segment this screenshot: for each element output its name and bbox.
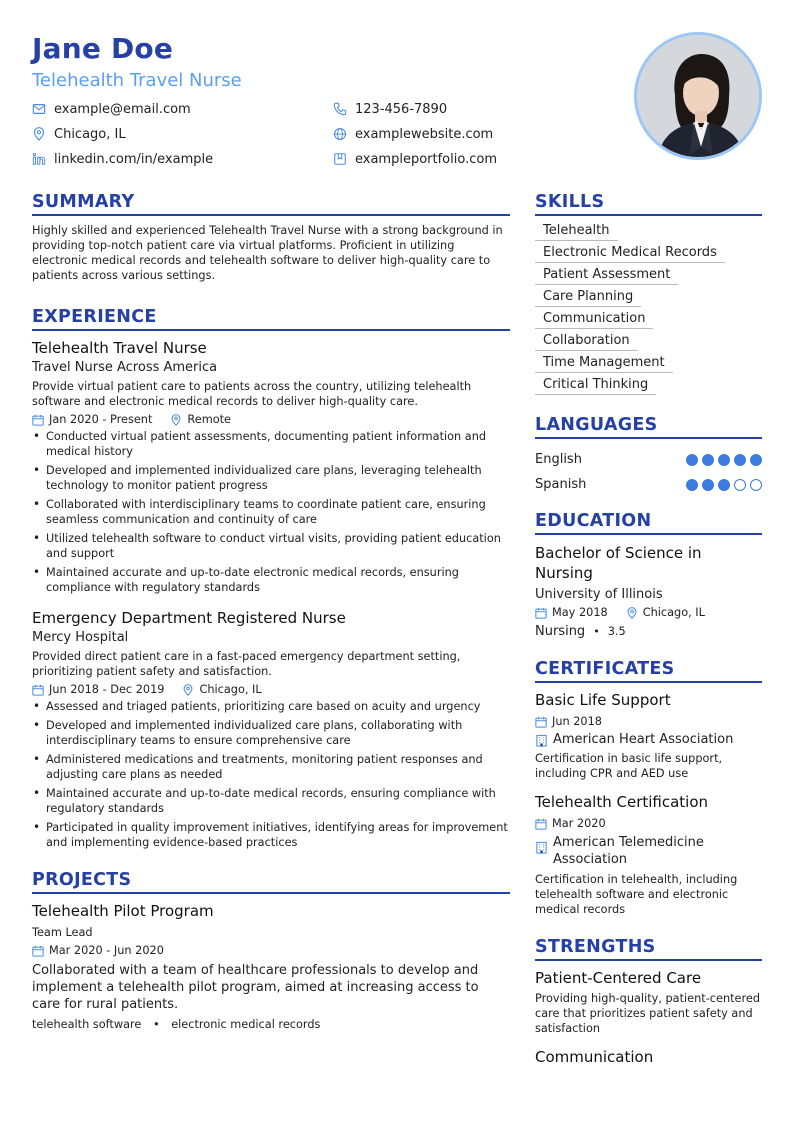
certificate-description: Certification in telehealth, including telehealth software and electronic medical records xyxy=(535,873,738,916)
contact-phone[interactable]: 123-456-7890 xyxy=(333,100,447,118)
job-bullets xyxy=(32,429,510,595)
certificate-item xyxy=(535,793,762,917)
list-item: • Maintained accurate and up-to-date medical records, ensuring compliance with regulatory standards xyxy=(32,786,510,816)
level-dot-filled xyxy=(686,454,698,466)
education-gpa: 3.5 xyxy=(607,625,626,638)
location-pin-icon xyxy=(626,607,638,619)
strength-item xyxy=(535,1048,762,1066)
certificate-issuer-row xyxy=(535,732,762,747)
job-meta xyxy=(32,413,510,426)
skills-list xyxy=(535,223,762,399)
level-dot-empty xyxy=(734,479,746,491)
project-tags: telehealth software • electronic medical records xyxy=(32,1018,321,1031)
job-company: Travel Nurse Across America xyxy=(32,360,218,375)
skill-tag: Collaboration xyxy=(535,333,638,351)
contact-email[interactable]: example@email.com xyxy=(32,100,191,118)
list-item: • Developed and implemented individualized care plans, collaborating with interdisciplinary teams to ensure comprehensive care xyxy=(32,718,510,748)
candidate-title: Telehealth Travel Nurse xyxy=(32,70,242,91)
phone-icon xyxy=(333,102,347,116)
location-pin-icon xyxy=(32,127,46,141)
calendar-icon xyxy=(32,414,44,426)
school: University of Illinois xyxy=(535,587,663,602)
skill-tag: Patient Assessment xyxy=(535,267,678,285)
job-role: Emergency Department Registered Nurse xyxy=(32,609,346,627)
job-dates: Jun 2018 - Dec 2019 xyxy=(49,683,165,696)
certificate-meta xyxy=(535,817,762,830)
language-level xyxy=(686,479,762,491)
strength-name: Patient-Centered Care xyxy=(535,969,702,987)
job-description: Provide virtual patient care to patients across the country, utilizing telehealth software and electronic medical records to deliver high-quality care. xyxy=(32,380,472,408)
language-row xyxy=(535,472,762,497)
project-description: Collaborated with a team of healthcare professionals to develop and implement a telehealth pilot program, aimed at increasing access to care for rural patients. xyxy=(32,963,479,1012)
level-dot-filled xyxy=(702,454,714,466)
contact-location: Chicago, IL xyxy=(32,125,126,143)
project-tag: electronic medical records xyxy=(171,1018,321,1031)
calendar-icon xyxy=(32,684,44,696)
languages-heading: LANGUAGES xyxy=(535,415,762,439)
job-description: Provided direct patient care in a fast-paced emergency department setting, prioritizing patient safety and satisfaction. xyxy=(32,650,461,678)
skill-tag: Telehealth xyxy=(535,223,618,241)
job-bullets xyxy=(32,699,510,850)
certificate-issuer-row xyxy=(535,834,762,868)
project-meta xyxy=(32,944,510,957)
list-item: • Utilized telehealth software to conduct virtual visits, providing patient education and support xyxy=(32,531,510,561)
certificate-issuer: American Heart Association xyxy=(553,732,734,747)
certificate-name: Basic Life Support xyxy=(535,691,671,709)
certificate-meta xyxy=(535,715,762,728)
skills-heading: SKILLS xyxy=(535,192,762,216)
summary-text: Highly skilled and experienced Telehealth Travel Nurse with a strong background in providing top-notch patient care via virtual platforms. Proficient in utilizing electronic medical records and telehealth software to deliver high-quality care to patients across various settings. xyxy=(32,224,503,282)
languages-list xyxy=(535,447,762,497)
project-tag: telehealth software xyxy=(32,1018,142,1031)
profile-photo xyxy=(634,32,762,160)
job-location: Chicago, IL xyxy=(199,683,262,696)
language-name: English xyxy=(535,452,582,467)
education-location: Chicago, IL xyxy=(642,606,705,619)
job-role: Telehealth Travel Nurse xyxy=(32,339,207,357)
certificates-heading: CERTIFICATES xyxy=(535,659,762,683)
globe-icon xyxy=(333,127,347,141)
education-heading: EDUCATION xyxy=(535,511,762,535)
experience-item xyxy=(32,609,510,850)
education-field-row: Nursing • 3.5 xyxy=(535,624,626,639)
calendar-icon xyxy=(535,607,547,619)
main-column xyxy=(32,192,510,1032)
job-company: Mercy Hospital xyxy=(32,630,129,645)
contact-linkedin[interactable]: linkedin.com/in/example xyxy=(32,150,213,168)
level-dot-filled xyxy=(750,454,762,466)
language-row xyxy=(535,447,762,472)
level-dot-filled xyxy=(718,454,730,466)
skill-tag: Communication xyxy=(535,311,653,329)
strength-item xyxy=(535,969,762,1036)
certificate-issuer: American Telemedicine Association xyxy=(553,835,704,867)
job-dates: Jan 2020 - Present xyxy=(49,413,153,426)
language-name: Spanish xyxy=(535,477,587,492)
experience-item xyxy=(32,339,510,595)
summary-heading: SUMMARY xyxy=(32,192,510,216)
certificate-description: Certification in basic life support, including CPR and AED use xyxy=(535,752,723,780)
location-pin-icon xyxy=(170,414,182,426)
strength-name: Communication xyxy=(535,1048,654,1066)
education-date: May 2018 xyxy=(552,606,608,619)
bookmark-icon xyxy=(333,152,347,166)
candidate-name: Jane Doe xyxy=(32,32,174,65)
linkedin-icon xyxy=(32,152,46,166)
job-location: Remote xyxy=(187,413,231,426)
email-icon xyxy=(32,102,46,116)
list-item: • Maintained accurate and up-to-date electronic medical records, ensuring compliance with regulatory standards xyxy=(32,565,510,595)
experience-heading: EXPERIENCE xyxy=(32,307,510,331)
list-item: • Assessed and triaged patients, prioritizing care based on acuity and urgency xyxy=(32,699,510,714)
location-pin-icon xyxy=(182,684,194,696)
strength-description: Providing high-quality, patient-centered care that prioritizes patient safety and satisfaction xyxy=(535,992,761,1035)
skill-tag: Care Planning xyxy=(535,289,641,307)
list-item: • Developed and implemented individualized care plans, leveraging telehealth technology to monitor patient progress xyxy=(32,463,510,493)
education-field: Nursing xyxy=(535,624,586,639)
level-dot-filled xyxy=(734,454,746,466)
certificate-item xyxy=(535,691,762,781)
level-dot-empty xyxy=(750,479,762,491)
list-item: • Collaborated with interdisciplinary teams to coordinate patient care, ensuring seamless communication and continuity of care xyxy=(32,497,510,527)
project-role: Team Lead xyxy=(32,926,93,939)
building-icon xyxy=(535,734,548,747)
certificate-date: Jun 2018 xyxy=(552,715,602,728)
sidebar-column xyxy=(535,192,762,1066)
projects-heading: PROJECTS xyxy=(32,870,510,894)
project-item xyxy=(32,902,510,1032)
strengths-heading: STRENGTHS xyxy=(535,937,762,961)
project-name: Telehealth Pilot Program xyxy=(32,902,214,920)
skill-tag: Electronic Medical Records xyxy=(535,245,725,263)
education-item xyxy=(535,543,762,639)
contact-portfolio[interactable]: exampleportfolio.com xyxy=(333,150,497,168)
calendar-icon xyxy=(535,818,547,830)
project-dates: Mar 2020 - Jun 2020 xyxy=(49,944,164,957)
certificate-name: Telehealth Certification xyxy=(535,793,709,811)
language-level xyxy=(686,454,762,466)
list-item: • Administered medications and treatments, monitoring patient responses and adjusting care plans as needed xyxy=(32,752,510,782)
certificate-date: Mar 2020 xyxy=(552,817,606,830)
skill-tag: Critical Thinking xyxy=(535,377,656,395)
skill-tag: Time Management xyxy=(535,355,673,373)
degree: Bachelor of Science in Nursing xyxy=(535,544,702,582)
education-meta xyxy=(535,606,762,619)
list-item: • Conducted virtual patient assessments, documenting patient information and medical history xyxy=(32,429,510,459)
level-dot-filled xyxy=(686,479,698,491)
list-item: • Participated in quality improvement initiatives, identifying areas for improvement and implementing evidence-based practices xyxy=(32,820,510,850)
job-meta xyxy=(32,683,510,696)
calendar-icon xyxy=(32,945,44,957)
building-icon xyxy=(535,841,548,854)
calendar-icon xyxy=(535,716,547,728)
level-dot-filled xyxy=(702,479,714,491)
contact-website[interactable]: examplewebsite.com xyxy=(333,125,493,143)
level-dot-filled xyxy=(718,479,730,491)
